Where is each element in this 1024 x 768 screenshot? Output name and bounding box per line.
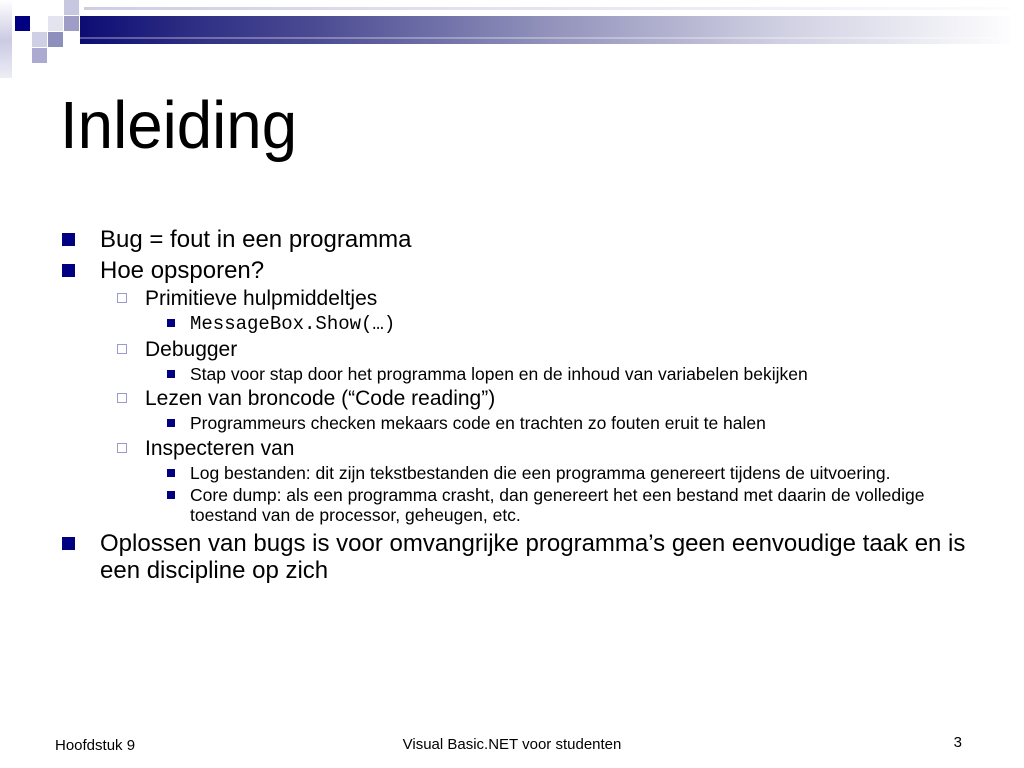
bullet-filled-square-icon (62, 233, 75, 246)
decor-square-icon (48, 16, 63, 31)
list-item-text: Programmeurs checken mekaars code en trachten zo fouten eruit te halen (190, 413, 766, 433)
left-gradient-strip (0, 0, 12, 78)
bullet-hollow-square-icon (117, 293, 127, 303)
bullet-hollow-square-icon (117, 344, 127, 354)
list-item-text: Debugger (145, 337, 238, 361)
bullet-filled-square-icon (62, 537, 75, 550)
decor-square-icon (15, 16, 30, 31)
decor-square-icon (48, 32, 63, 47)
footer-page-number: 3 (953, 734, 962, 751)
decor-square-icon (32, 32, 47, 47)
list-item (0, 313, 1000, 335)
list-item-text: Lezen van broncode (“Code reading”) (145, 387, 496, 410)
bullet-filled-square-icon (167, 419, 175, 427)
bullet-filled-square-icon (167, 491, 175, 499)
footer-chapter: Hoofdstuk 9 (55, 737, 136, 754)
list-item-text: Stap voor stap door het programma lopen en de inhoud van variabelen bekijken (190, 363, 808, 384)
list-item (0, 226, 1000, 253)
list-item (0, 530, 1000, 584)
decor-square-icon (64, 16, 79, 31)
header-thin-line (84, 7, 1010, 10)
bullet-filled-square-icon (167, 370, 175, 378)
footer-course-title: Visual Basic.NET voor studenten (402, 736, 622, 753)
list-item (0, 387, 1000, 412)
list-item-text: Inspecteren van (145, 436, 295, 460)
list-item (0, 413, 1000, 434)
bullet-hollow-square-icon (117, 443, 127, 453)
decor-square-icon (64, 0, 79, 15)
list-item (0, 364, 1000, 385)
list-item (0, 485, 1000, 526)
list-item-text: Oplossen van bugs is voor omvangrijke programma’s geen eenvoudige taak en is een discipline op zich (100, 529, 966, 584)
slide-body (0, 224, 1000, 584)
list-item-code-text: MessageBox.Show(…) (190, 312, 396, 335)
list-item-text: Log bestanden: dit zijn tekstbestanden die een programma genereert tijdens de uitvoering. (190, 462, 891, 483)
list-item (0, 463, 1000, 484)
list-item-text: Primitieve hulpmiddeltjes (145, 287, 378, 310)
list-item (0, 338, 1000, 363)
list-item-text: Core dump: als een programma crasht, dan genereert het een bestand met daarin de volledige toestand van de processor, geheugen, etc. (190, 484, 925, 525)
list-item-text: Bug = fout in een programma (100, 226, 412, 253)
bullet-filled-square-icon (167, 469, 175, 477)
bullet-hollow-square-icon (117, 393, 127, 403)
bullet-filled-square-icon (62, 264, 75, 277)
list-item (0, 257, 1000, 284)
list-item (0, 437, 1000, 462)
list-item-text: Hoe opsporen? (100, 257, 265, 284)
slide-title: Inleiding (60, 88, 298, 163)
list-item (0, 287, 1000, 312)
decor-square-icon (32, 48, 47, 63)
header-gradient-bar (80, 16, 1010, 44)
bullet-filled-square-icon (167, 319, 175, 327)
